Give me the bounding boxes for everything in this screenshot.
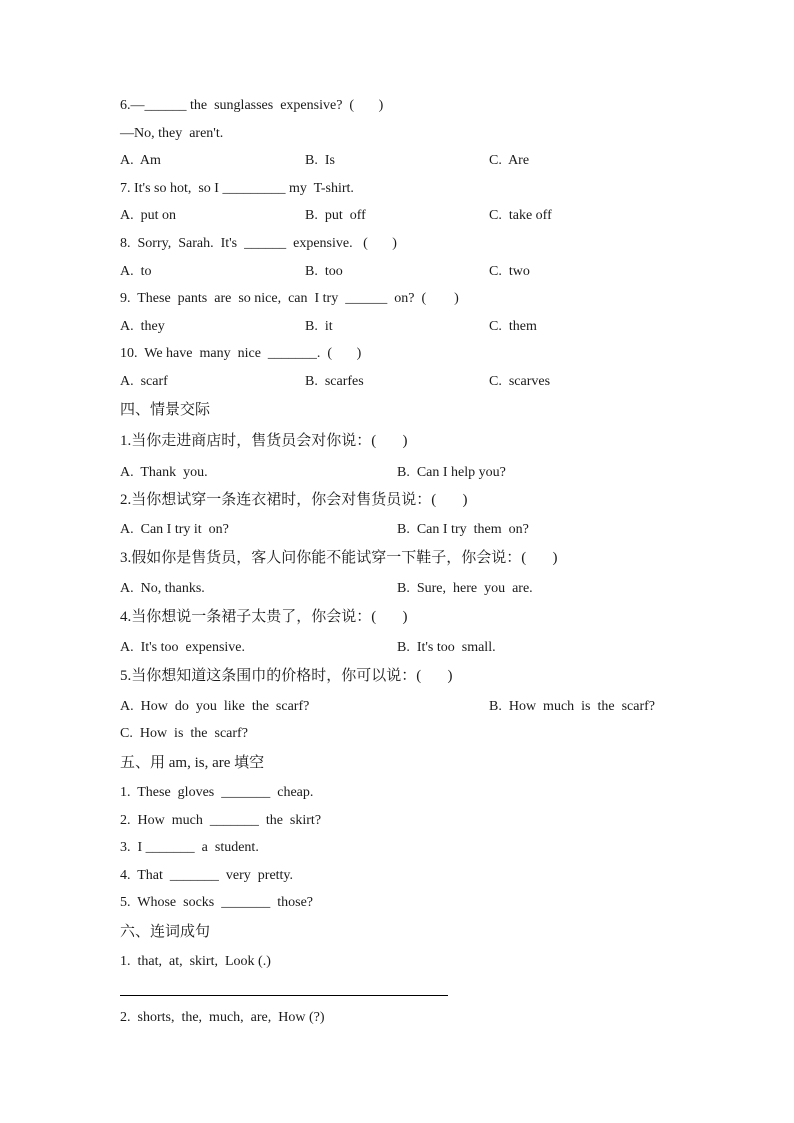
s4-q4-option-b: B. It's too small.: [397, 640, 496, 655]
s4-question-5: 5.当你想知道这条围巾的价格时，你可以说：( ): [120, 668, 453, 684]
q6-option-b: B. Is: [305, 153, 335, 168]
q6-option-a: A. Am: [120, 153, 161, 168]
section-6-heading: 六、连词成句: [120, 924, 211, 940]
s4-q1-option-a: A. Thank you.: [120, 465, 208, 480]
q8-option-a: A. to: [120, 264, 152, 279]
q7-option-a: A. put on: [120, 208, 176, 223]
q7-option-c: C. take off: [489, 208, 552, 223]
s5-item-1: 1. These gloves _______ cheap.: [120, 785, 314, 800]
q8-option-c: C. two: [489, 264, 530, 279]
question-6: 6.—______ the sunglasses expensive? ( ): [120, 98, 384, 113]
q10-option-c: C. scarves: [489, 374, 551, 389]
s4-q5-option-c: C. How is the scarf?: [120, 726, 248, 741]
s5-item-2: 2. How much _______ the skirt?: [120, 813, 322, 828]
q9-option-c: C. them: [489, 319, 537, 334]
s4-q5-option-b: B. How much is the scarf?: [489, 699, 656, 714]
s4-question-3: 3.假如你是售货员，客人问你能不能试穿一下鞋子，你会说：( ): [120, 550, 558, 566]
q10-option-b: B. scarfes: [305, 374, 364, 389]
q9-option-b: B. it: [305, 319, 333, 334]
question-9: 9. These pants are so nice, can I try ______ on? ( ): [120, 291, 459, 306]
s4-q2-option-a: A. Can I try it on?: [120, 522, 229, 537]
question-8: 8. Sorry, Sarah. It's ______ expensive. ( ): [120, 236, 397, 251]
s4-question-1: 1.当你走进商店时，售货员会对你说：( ): [120, 433, 408, 449]
s4-q3-option-a: A. No, thanks.: [120, 581, 205, 596]
question-7: 7. It's so hot, so I _________ my T-shirt.: [120, 181, 354, 196]
question-10: 10. We have many nice _______. ( ): [120, 346, 362, 361]
s4-question-4: 4.当你想说一条裙子太贵了，你会说：( ): [120, 609, 408, 625]
s5-item-5: 5. Whose socks _______ those?: [120, 895, 313, 910]
s4-q1-option-b: B. Can I help you?: [397, 465, 506, 480]
s4-q3-option-b: B. Sure, here you are.: [397, 581, 533, 596]
s4-q5-option-a: A. How do you like the scarf?: [120, 699, 310, 714]
s6-item-1: 1. that, at, skirt, Look (.): [120, 954, 271, 969]
s5-item-4: 4. That _______ very pretty.: [120, 868, 294, 883]
question-6-answer-line: —No, they aren't.: [120, 126, 224, 141]
q7-option-b: B. put off: [305, 208, 366, 223]
q9-option-a: A. they: [120, 319, 165, 334]
section-4-heading: 四、情景交际: [120, 402, 211, 418]
q8-option-b: B. too: [305, 264, 343, 279]
q6-option-c: C. Are: [489, 153, 530, 168]
s5-item-3: 3. I _______ a student.: [120, 840, 259, 855]
s4-question-2: 2.当你想试穿一条连衣裙时，你会对售货员说：( ): [120, 492, 468, 508]
q10-option-a: A. scarf: [120, 374, 168, 389]
answer-rule-1: [120, 995, 448, 996]
s4-q4-option-a: A. It's too expensive.: [120, 640, 246, 655]
s4-q2-option-b: B. Can I try them on?: [397, 522, 529, 537]
section-5-heading: 五、用 am, is, are 填空: [120, 755, 265, 771]
s6-item-2: 2. shorts, the, much, are, How (?): [120, 1010, 325, 1025]
